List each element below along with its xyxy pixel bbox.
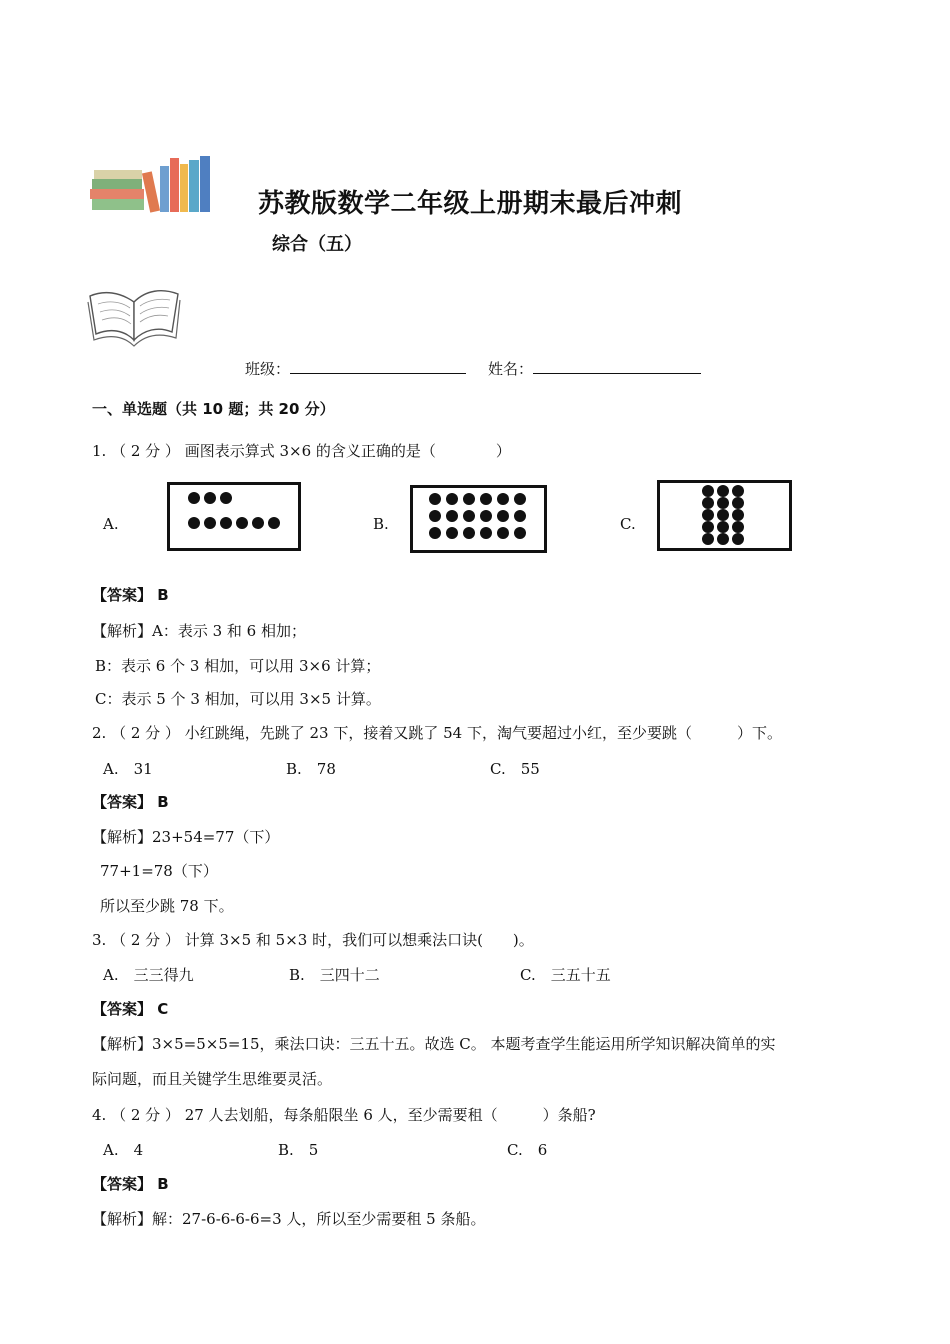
figure-dot <box>480 493 492 505</box>
figure-dot <box>480 510 492 522</box>
figure-dot <box>514 493 526 505</box>
q1-analysis-line: B：表示 6 个 3 相加，可以用 3×6 计算； <box>95 657 381 675</box>
figure-dot <box>188 517 200 529</box>
figure-dot <box>497 493 509 505</box>
q3-analysis-line: 际问题，而且关键学生思维要灵活。 <box>92 1070 333 1088</box>
figure-dot <box>268 517 280 529</box>
q1-option-c-figure[interactable] <box>657 480 792 551</box>
q1-analysis-line: 【解析】A：表示 3 和 6 相加； <box>92 622 306 640</box>
name-field[interactable] <box>488 358 701 380</box>
q1-answer: 【答案】 B <box>92 586 169 604</box>
figure-dot <box>702 509 714 521</box>
q4-analysis-line: 【解析】解：27-6-6-6-6=3 人，所以至少需要租 5 条船。 <box>92 1210 486 1228</box>
question-1-stem: 1. （ 2 分 ） 画图表示算式 3×6 的含义正确的是（ ） <box>92 442 511 460</box>
figure-dot <box>717 521 729 533</box>
q4-option-c[interactable]: C. 6 <box>507 1141 548 1159</box>
q3-option-c[interactable]: C. 三五十五 <box>520 966 611 984</box>
figure-dot <box>252 517 264 529</box>
q3-option-a[interactable]: A. 三三得九 <box>103 966 194 984</box>
figure-dot <box>188 492 200 504</box>
page-subtitle: 综合（五） <box>272 234 362 255</box>
books-stack-illustration <box>88 152 214 216</box>
figure-dot <box>717 497 729 509</box>
class-field[interactable] <box>245 358 466 380</box>
figure-dot <box>702 485 714 497</box>
q2-answer: 【答案】 B <box>92 793 169 811</box>
figure-dot <box>514 527 526 539</box>
q3-analysis-line: 【解析】3×5=5×5=15，乘法口诀：三五十五。故选 C。 本题考查学生能运用所学知识解决简单的实 <box>92 1035 776 1053</box>
q1-analysis-line: C：表示 5 个 3 相加，可以用 3×5 计算。 <box>95 690 381 708</box>
figure-dot <box>204 492 216 504</box>
figure-dot <box>463 527 475 539</box>
figure-dot <box>463 510 475 522</box>
figure-dot <box>717 485 729 497</box>
figure-dot <box>497 527 509 539</box>
q2-analysis-line: 77+1=78（下） <box>100 862 218 880</box>
figure-dot <box>702 497 714 509</box>
figure-dot <box>732 509 744 521</box>
figure-dot <box>463 493 475 505</box>
page-title: 苏教版数学二年级上册期末最后冲刺 <box>258 189 683 219</box>
figure-dot <box>717 509 729 521</box>
figure-dot <box>732 521 744 533</box>
q4-option-a[interactable]: A. 4 <box>103 1141 144 1159</box>
q4-answer: 【答案】 B <box>92 1175 169 1193</box>
section-heading: 一、单选题（共 10 题；共 20 分） <box>92 400 335 418</box>
figure-dot <box>446 493 458 505</box>
figure-dot <box>220 517 232 529</box>
q1-option-a-figure[interactable] <box>167 482 301 551</box>
figure-dot <box>220 492 232 504</box>
figure-dot <box>732 533 744 545</box>
q2-option-c[interactable]: C. 55 <box>490 760 540 778</box>
figure-dot <box>717 533 729 545</box>
open-book-illustration <box>86 282 182 350</box>
name-blank[interactable] <box>533 358 701 374</box>
class-label: 班级： <box>245 360 291 378</box>
q2-option-a[interactable]: A. 31 <box>103 760 153 778</box>
figure-dot <box>429 493 441 505</box>
figure-dot <box>429 510 441 522</box>
figure-dot <box>732 497 744 509</box>
figure-dot <box>514 510 526 522</box>
q2-analysis-line: 所以至少跳 78 下。 <box>100 897 234 915</box>
question-4-stem: 4. （ 2 分 ） 27 人去划船，每条船限坐 6 人，至少需要租（ ）条船? <box>92 1106 596 1124</box>
figure-dot <box>204 517 216 529</box>
figure-dot <box>497 510 509 522</box>
figure-dot <box>429 527 441 539</box>
question-3-stem: 3. （ 2 分 ） 计算 3×5 和 5×3 时，我们可以想乘法口诀( )。 <box>92 931 534 949</box>
q3-option-b[interactable]: B. 三四十二 <box>289 966 380 984</box>
q1-option-b-label[interactable]: B. <box>373 515 389 533</box>
figure-dot <box>236 517 248 529</box>
q4-option-b[interactable]: B. 5 <box>278 1141 319 1159</box>
q1-option-c-label[interactable]: C. <box>620 515 636 533</box>
q1-option-a-label[interactable]: A. <box>103 515 119 533</box>
figure-dot <box>702 533 714 545</box>
q2-analysis-line: 【解析】23+54=77（下） <box>92 828 280 846</box>
name-label: 姓名： <box>488 360 534 378</box>
class-blank[interactable] <box>290 358 466 374</box>
figure-dot <box>446 527 458 539</box>
question-2-stem: 2. （ 2 分 ） 小红跳绳，先跳了 23 下，接着又跳了 54 下，淘气要超过小红，至少要跳（ ）下。 <box>92 724 782 742</box>
q1-option-b-figure[interactable] <box>410 485 547 553</box>
figure-dot <box>480 527 492 539</box>
figure-dot <box>446 510 458 522</box>
q3-answer: 【答案】 C <box>92 1000 169 1018</box>
figure-dot <box>702 521 714 533</box>
figure-dot <box>732 485 744 497</box>
q2-option-b[interactable]: B. 78 <box>286 760 336 778</box>
